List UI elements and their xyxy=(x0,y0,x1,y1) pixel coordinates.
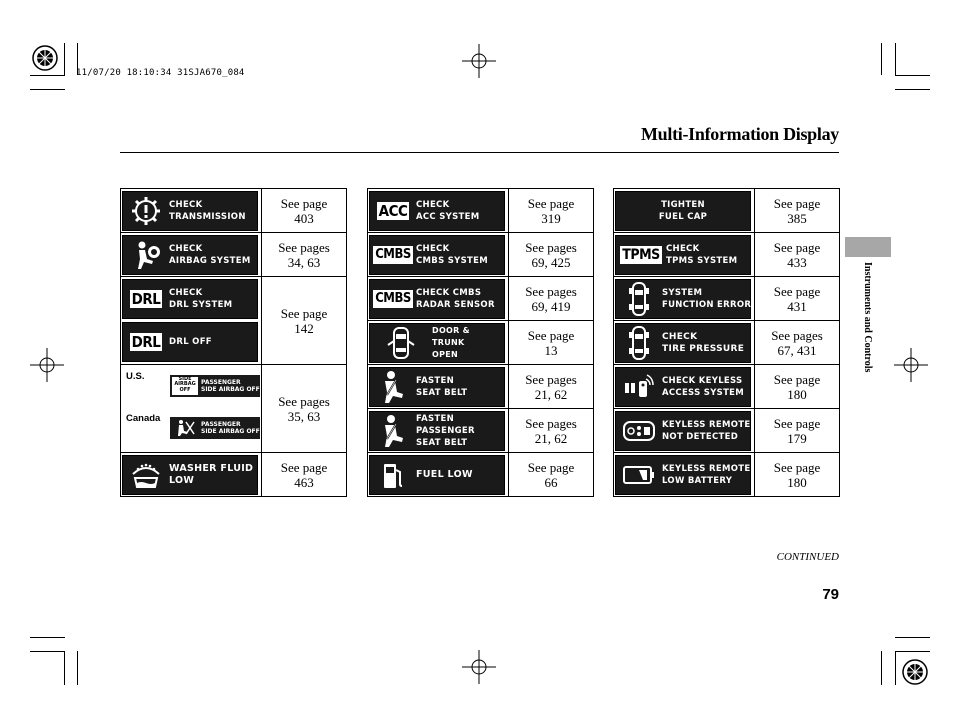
page-reference: See page 385 xyxy=(755,189,840,233)
table-row xyxy=(368,365,594,409)
region-label: Canada xyxy=(126,412,161,424)
car-top-view-icon xyxy=(616,324,662,362)
keyless-access-icon xyxy=(616,368,662,406)
message-panel: CMBS CHECK CMBS RADAR SENSOR xyxy=(369,279,505,319)
page-reference: See page 403 xyxy=(262,189,347,233)
page-number: 79 xyxy=(822,586,839,603)
table-row xyxy=(614,453,840,497)
page-reference: See page 463 xyxy=(262,453,347,497)
page-reference: See page 13 xyxy=(509,321,594,365)
table-row xyxy=(368,189,594,233)
table-row xyxy=(614,409,840,453)
message-panel: DRL CHECK DRL SYSTEM xyxy=(122,279,258,319)
message-panel: FASTEN SEAT BELT xyxy=(369,367,505,407)
message-panel: WASHER FLUID LOW xyxy=(122,455,258,495)
region-label: U.S. xyxy=(126,370,145,382)
message-panel: FUEL LOW xyxy=(369,455,505,495)
message-panel: DOOR & TRUNK OPEN xyxy=(369,323,505,363)
table-row xyxy=(368,453,594,497)
crop-mark xyxy=(64,651,65,685)
crop-mark xyxy=(881,43,882,75)
page-reference: See pages 35, 63 xyxy=(262,365,347,453)
table-row xyxy=(368,409,594,453)
table-row xyxy=(614,189,840,233)
message-panel: KEYLESS REMOTE NOT DETECTED xyxy=(615,411,751,451)
registration-mark-icon xyxy=(30,43,60,73)
crop-mark xyxy=(895,651,896,685)
indicator-table-2 xyxy=(367,188,594,497)
page-reference: See page 180 xyxy=(755,453,840,497)
crosshair-mark-icon xyxy=(462,44,496,78)
page-reference: See pages 69, 425 xyxy=(509,233,594,277)
title-rule xyxy=(120,152,839,153)
crop-mark xyxy=(64,43,65,75)
door-open-car-icon xyxy=(370,324,432,362)
tpms-icon: TPMS xyxy=(622,246,660,263)
page-reference: See page 319 xyxy=(509,189,594,233)
table-row xyxy=(614,277,840,321)
section-tab xyxy=(845,237,891,257)
page-reference: See page 180 xyxy=(755,365,840,409)
indicator-table-1 xyxy=(120,188,347,497)
crop-mark xyxy=(895,89,930,90)
table-row xyxy=(614,365,840,409)
page-reference: See page 433 xyxy=(755,233,840,277)
crop-mark xyxy=(30,89,65,90)
page-reference: See pages 69, 419 xyxy=(509,277,594,321)
car-top-view-icon xyxy=(616,280,662,318)
cmbs-icon: CMBS xyxy=(375,290,411,306)
message-panel: CMBS CHECK CMBS SYSTEM xyxy=(369,235,505,275)
crosshair-mark-icon xyxy=(30,348,64,382)
passenger-airbag-off-icon: SIDE AIRBAG OFF xyxy=(172,377,198,395)
table-row xyxy=(121,233,347,277)
table-row xyxy=(121,189,347,233)
table-row xyxy=(368,321,594,365)
acc-icon: ACC xyxy=(378,201,408,220)
message-panel: SYSTEM FUNCTION ERROR xyxy=(615,279,751,319)
message-panel: DRL DRL OFF xyxy=(122,322,258,362)
seat-belt-icon xyxy=(370,368,416,406)
table-row xyxy=(368,233,594,277)
message-panel: CHECK KEYLESS ACCESS SYSTEM xyxy=(615,367,751,407)
continued-label: CONTINUED xyxy=(776,551,839,563)
crop-mark xyxy=(895,75,930,76)
page-reference: See pages 67, 431 xyxy=(755,321,840,365)
crop-mark xyxy=(895,637,930,638)
battery-low-icon xyxy=(616,456,662,494)
message-panel: SIDE AIRBAG OFF PASSENGER SIDE AIRBAG OFF xyxy=(170,375,260,397)
passenger-airbag-off-icon xyxy=(172,419,198,437)
message-panel: CHECK TIRE PRESSURE xyxy=(615,323,751,363)
table-row xyxy=(121,453,347,497)
page-title: Multi-Information Display xyxy=(640,124,839,144)
seat-belt-icon xyxy=(370,412,416,450)
table-row xyxy=(368,277,594,321)
registration-mark-icon xyxy=(900,657,930,687)
page-reference: See page 142 xyxy=(262,277,347,365)
message-panel: CHECK AIRBAG SYSTEM xyxy=(122,235,258,275)
crop-mark xyxy=(30,637,65,638)
message-panel: ACC CHECK ACC SYSTEM xyxy=(369,191,505,231)
table-row xyxy=(121,277,347,365)
message-panel: TIGHTEN FUEL CAP xyxy=(615,191,751,231)
table-row xyxy=(614,321,840,365)
crop-mark xyxy=(77,651,78,685)
page-reference: See pages 21, 62 xyxy=(509,365,594,409)
page-reference: See page 66 xyxy=(509,453,594,497)
message-panel: CHECK TRANSMISSION xyxy=(122,191,258,231)
indicator-table-3 xyxy=(613,188,840,497)
drl-icon: DRL xyxy=(131,333,161,351)
crosshair-mark-icon xyxy=(462,650,496,684)
washer-fluid-icon xyxy=(123,456,169,494)
crosshair-mark-icon xyxy=(894,348,928,382)
crop-mark xyxy=(895,43,896,75)
table-row xyxy=(614,233,840,277)
crop-mark xyxy=(881,651,882,685)
drl-icon: DRL xyxy=(131,290,161,308)
message-panel: TPMS CHECK TPMS SYSTEM xyxy=(615,235,751,275)
crop-mark xyxy=(30,75,65,76)
section-tab-label: Instruments and Controls xyxy=(862,262,873,373)
cmbs-icon: CMBS xyxy=(375,246,411,262)
table-row xyxy=(121,365,347,453)
message-panel: KEYLESS REMOTE LOW BATTERY xyxy=(615,455,751,495)
page-reference: See pages 34, 63 xyxy=(262,233,347,277)
page-reference: See page 431 xyxy=(755,277,840,321)
airbag-icon xyxy=(123,236,169,274)
crop-mark xyxy=(895,651,930,652)
message-panel: FASTEN PASSENGER SEAT BELT xyxy=(369,411,505,451)
transmission-warning-icon xyxy=(123,192,169,230)
crop-mark xyxy=(30,651,65,652)
message-panel: PASSENGER SIDE AIRBAG OFF xyxy=(170,417,260,439)
fuel-pump-icon xyxy=(370,456,416,494)
page-reference: See pages 21, 62 xyxy=(509,409,594,453)
page-reference: See page 179 xyxy=(755,409,840,453)
print-timestamp: 11/07/20 18:10:34 31SJA670_084 xyxy=(76,68,245,78)
key-fob-icon xyxy=(616,412,662,450)
